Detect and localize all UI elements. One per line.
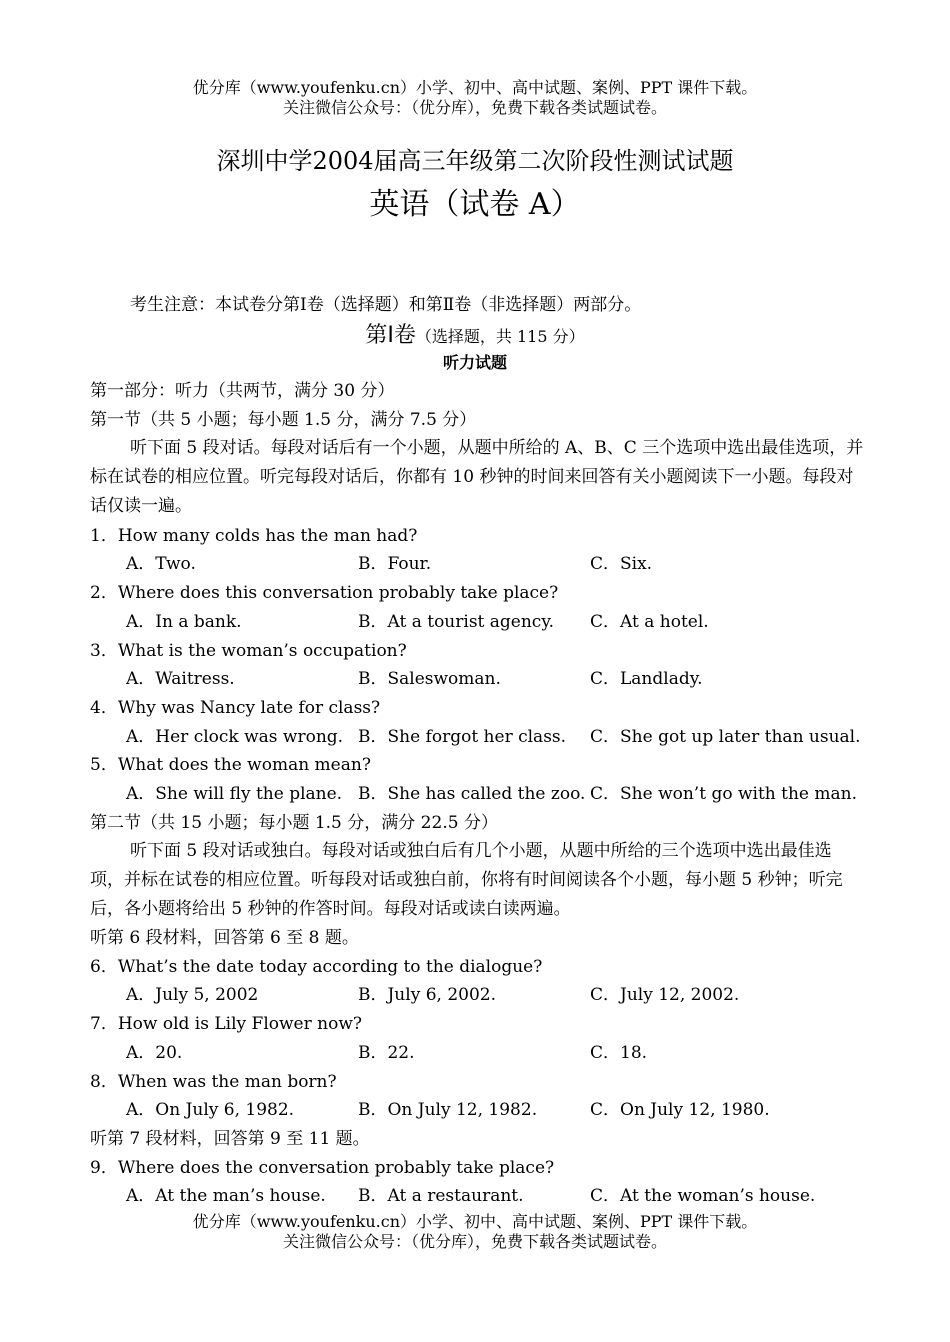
q8-option-b: B．On July 12, 1982.	[358, 1100, 538, 1120]
footer-line-1: 优分库（www.youfenku.cn）小学、初中、高中试题、案例、PPT 课件下载。	[192, 1212, 758, 1231]
footer-line-2: 关注微信公众号：（优分库），免费下载各类试题试卷。	[282, 1232, 667, 1251]
q4-option-b: B．She forgot her class.	[358, 727, 567, 747]
exam-title: 深圳中学2004届高三年级第二次阶段性测试试题	[216, 147, 734, 175]
q3-option-b: B．Saleswoman.	[358, 669, 501, 689]
part1-heading: 第一部分：听力（共两节，满分 30 分）	[90, 381, 395, 401]
q1-option-c: C．Six.	[590, 554, 653, 574]
q7-option-c: C．18.	[590, 1043, 648, 1063]
q6-option-b: B．July 6, 2002.	[358, 985, 496, 1005]
q7-option-b: B．22.	[358, 1043, 415, 1063]
section2-instructions: 听下面 5 段对话或独白。每段对话或独白后有几个小题，从题中所给的三个选项中选出最佳选项，并标在试卷的相应位置。听每段对话或独白前，你将有时间阅读各个小题，每小题 5 秒钟；听完后，各小题将给出 5 秒钟的作答时间。每段对话或读白读两遍。	[90, 841, 843, 919]
notice: 考生注意：本试卷分第Ⅰ卷（选择题）和第Ⅱ卷（非选择题）两部分。	[130, 295, 642, 315]
q2-option-b: B．At a tourist agency.	[358, 612, 555, 632]
q1-option-a: A．Two.	[126, 554, 196, 574]
question-3: 3．What is the woman’s occupation?	[90, 641, 407, 661]
material-6-heading: 听第 6 段材料，回答第 6 至 8 题。	[90, 928, 359, 948]
q6-option-a: A．July 5, 2002	[126, 985, 259, 1005]
question-6: 6．What’s the date today according to the dialogue?	[90, 957, 543, 977]
listening-heading: 听力试题	[442, 353, 507, 372]
q2-option-a: A．In a bank.	[126, 612, 242, 632]
q5-option-c: C．She won’t go with the man.	[590, 784, 857, 804]
q3-option-a: A．Waitress.	[126, 669, 235, 689]
q4-option-c: C．She got up later than usual.	[590, 727, 861, 747]
section1-instructions: 听下面 5 段对话。每段对话后有一个小题，从题中所给的 A、B、C 三个选项中选出最佳选项，并标在试卷的相应位置。听完每段对话后，你都有 10 秒钟的时间来回答有关小题阅读下一小题。每段对话仅读一遍。	[90, 438, 864, 516]
q5-option-a: A．She will fly the plane.	[126, 784, 343, 804]
volume-heading	[0, 322, 950, 351]
question-2: 2．Where does this conversation probably take place?	[90, 583, 559, 603]
volume-note: （选择题，共 115 分）	[415, 327, 585, 346]
volume-label: 第Ⅰ卷	[365, 323, 416, 348]
question-4: 4．Why was Nancy late for class?	[90, 698, 381, 718]
question-5: 5．What does the woman mean?	[90, 755, 371, 775]
q4-option-a: A．Her clock was wrong.	[126, 727, 344, 747]
q8-option-c: C．On July 12, 1980.	[590, 1100, 770, 1120]
q1-option-b: B．Four.	[358, 554, 432, 574]
material-7-heading: 听第 7 段材料，回答第 9 至 11 题。	[90, 1129, 370, 1149]
q9-option-c: C．At the woman’s house.	[590, 1186, 816, 1206]
q9-option-b: B．At a restaurant.	[358, 1186, 524, 1206]
section2-heading: 第二节（共 15 小题；每小题 1.5 分，满分 22.5 分）	[90, 813, 498, 833]
q5-option-b: B．She has called the zoo.	[358, 784, 586, 804]
section1-heading: 第一节（共 5 小题；每小题 1.5 分，满分 7.5 分）	[90, 410, 477, 430]
question-7: 7．How old is Lily Flower now?	[90, 1014, 362, 1034]
header-line-1: 优分库（www.youfenku.cn）小学、初中、高中试题、案例、PPT 课件下载。	[192, 78, 758, 97]
q3-option-c: C．Landlady.	[590, 669, 703, 689]
question-9: 9．Where does the conversation probably take place?	[90, 1158, 555, 1178]
exam-subtitle: 英语（试卷 A）	[369, 187, 581, 222]
q2-option-c: C．At a hotel.	[590, 612, 709, 632]
q7-option-a: A．20.	[126, 1043, 183, 1063]
q6-option-c: C．July 12, 2002.	[590, 985, 740, 1005]
header-line-2: 关注微信公众号：（优分库），免费下载各类试题试卷。	[282, 98, 667, 117]
q9-option-a: A．At the man’s house.	[126, 1186, 326, 1206]
question-1: 1．How many colds has the man had?	[90, 526, 418, 546]
q8-option-a: A．On July 6, 1982.	[126, 1100, 295, 1120]
question-8: 8．When was the man born?	[90, 1072, 337, 1092]
